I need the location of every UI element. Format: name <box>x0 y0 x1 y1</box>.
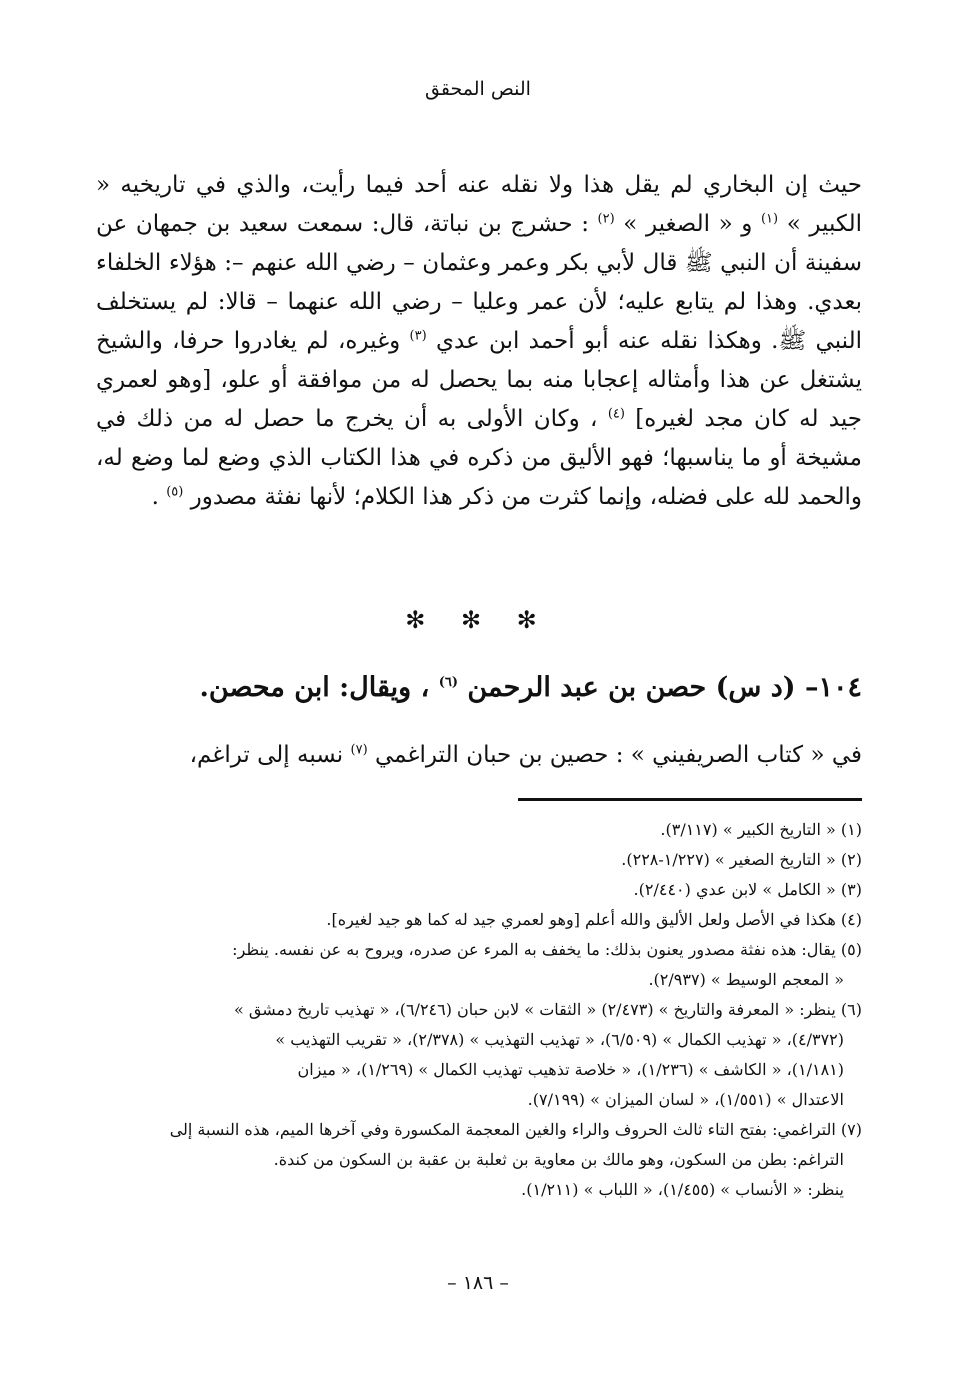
footnote-5: (٥) يقال: هذه نفثة مصدور يعنون بذلك: ما يخفف به المرء عن صدره، ويروح به عن نفسه. ينظر: <box>232 940 862 959</box>
page-number: – ١٨٦ – <box>447 1272 509 1294</box>
entry-heading-tail: ، ويقال: ابن محصن. <box>199 672 430 703</box>
body-text-part-6: . <box>151 484 159 510</box>
body-text-part-3: : حشرج بن نباتة، قال: سمعت سعيد بن جمهان عن سفينة أن النبي ﷺ قال لأبي بكر وعمر وعثمان – رضي الله عنهم –: هؤلاء الخلفاء بعدي. وهذا لم يتابع عليه؛ لأن عمر وعليا – رضي الله عنهما – قالا: لم يستخلف النبي ﷺ. وهكذا نقله عنه أبو أحمد ابن عدي <box>96 211 862 354</box>
footnote-ref-4: (٤) <box>607 406 625 422</box>
body-text-part-2: و « الصغير » <box>623 211 753 237</box>
footnote-6-cont-2: (١/١٨١)، « الكاشف » (١/٢٣٦)، « خلاصة تذهيب تهذيب الكمال » (١/٢٦٩)، « ميزان <box>297 1060 844 1079</box>
entry-text-part-a: في « كتاب الصريفيني » : حصين بن حبان التراغمي <box>374 742 862 768</box>
footnote-ref-5: (٥) <box>166 484 184 500</box>
section-separator: ✻ ✻ ✻ <box>405 606 551 634</box>
footnote-ref-3: (٣) <box>409 328 427 344</box>
body-paragraph <box>96 166 862 517</box>
footnote-6-cont-3: الاعتدال » (١/٥٥١)، « لسان الميزان » (٧/١٩٩). <box>527 1090 844 1109</box>
body-text-part-5: ، وكان الأولى به أن يخرج ما حصل له من ذلك في مشيخة أو ما يناسبها؛ فهو الأليق من ذكره في هذا الكتاب الذي وضع لما وضع له، والحمد لله على فضله، وإنما كثرت من ذكر هذا الكلام؛ لأنها نفثة مصدور <box>96 406 862 510</box>
footnote-4: (٤) هكذا في الأصل ولعل الأليق والله أعلم [وهو لعمري جيد له كما هو جيد لغيره]. <box>326 910 862 929</box>
footnote-ref-2: (٢) <box>597 211 615 227</box>
running-head: النص المحقق <box>425 78 531 100</box>
footnotes <box>96 815 862 1205</box>
entry-text <box>96 742 862 768</box>
body-text-part-4: وغيره، لم يغادروا حرفا، والشيخ يشتغل عن هذا وأمثاله إعجابا منه بما يحصل له من موافقة أو علو، [وهو لعمري جيد له كان مجد لغيره] <box>96 328 863 432</box>
footnote-3: (٣) « الكامل » لابن عدي (٢/٤٤٠). <box>633 880 862 899</box>
footnote-5-cont: « المعجم الوسيط » (٢/٩٣٧). <box>648 970 844 989</box>
body-text-part-1: حيث إن البخاري لم يقل هذا ولا نقله عنه أحد فيما رأيت، والذي في تاريخيه « الكبير » <box>96 172 863 237</box>
entry-text-part-b: نسبه إلى تراغم، <box>189 742 344 768</box>
entry-heading-main: ١٠٤– (د س) حصن بن عبد الرحمن <box>467 672 862 703</box>
footnote-ref-1: (١) <box>760 211 779 227</box>
footnote-ref-7: (٧) <box>350 742 368 758</box>
footnote-6-cont-1: (٤/٣٧٢)، « تهذيب الكمال » (٦/٥٠٩)، « تهذيب التهذيب » (٢/٣٧٨)، « تقريب التهذيب » <box>275 1030 844 1049</box>
entry-heading <box>96 672 862 703</box>
footnote-7-cont-2: ينظر: « الأنساب » (١/٤٥٥)، « اللباب » (١/٢١١). <box>521 1180 844 1199</box>
footnote-7-cont-1: التراغم: بطن من السكون، وهو مالك بن معاوية بن ثعلبة بن عقبة بن السكون من كندة. <box>273 1150 844 1169</box>
footnote-7: (٧) التراغمي: بفتح التاء ثالث الحروف والراء والغين المعجمة المكسورة وفي آخرها الميم، هذه النسبة إلى <box>169 1120 862 1139</box>
footnote-ref-6: (٦) <box>438 675 458 690</box>
footnote-rule <box>518 798 862 801</box>
footnote-2: (٢) « التاريخ الصغير » (١/٢٢٧-٢٢٨). <box>621 850 862 869</box>
footnote-6: (٦) ينظر: « المعرفة والتاريخ » (٢/٤٧٣) « الثقات » لابن حبان (٦/٢٤٦)، « تهذيب تاريخ دمشق » <box>234 1000 862 1019</box>
footnote-1: (١) « التاريخ الكبير » (٣/١١٧). <box>660 820 862 839</box>
